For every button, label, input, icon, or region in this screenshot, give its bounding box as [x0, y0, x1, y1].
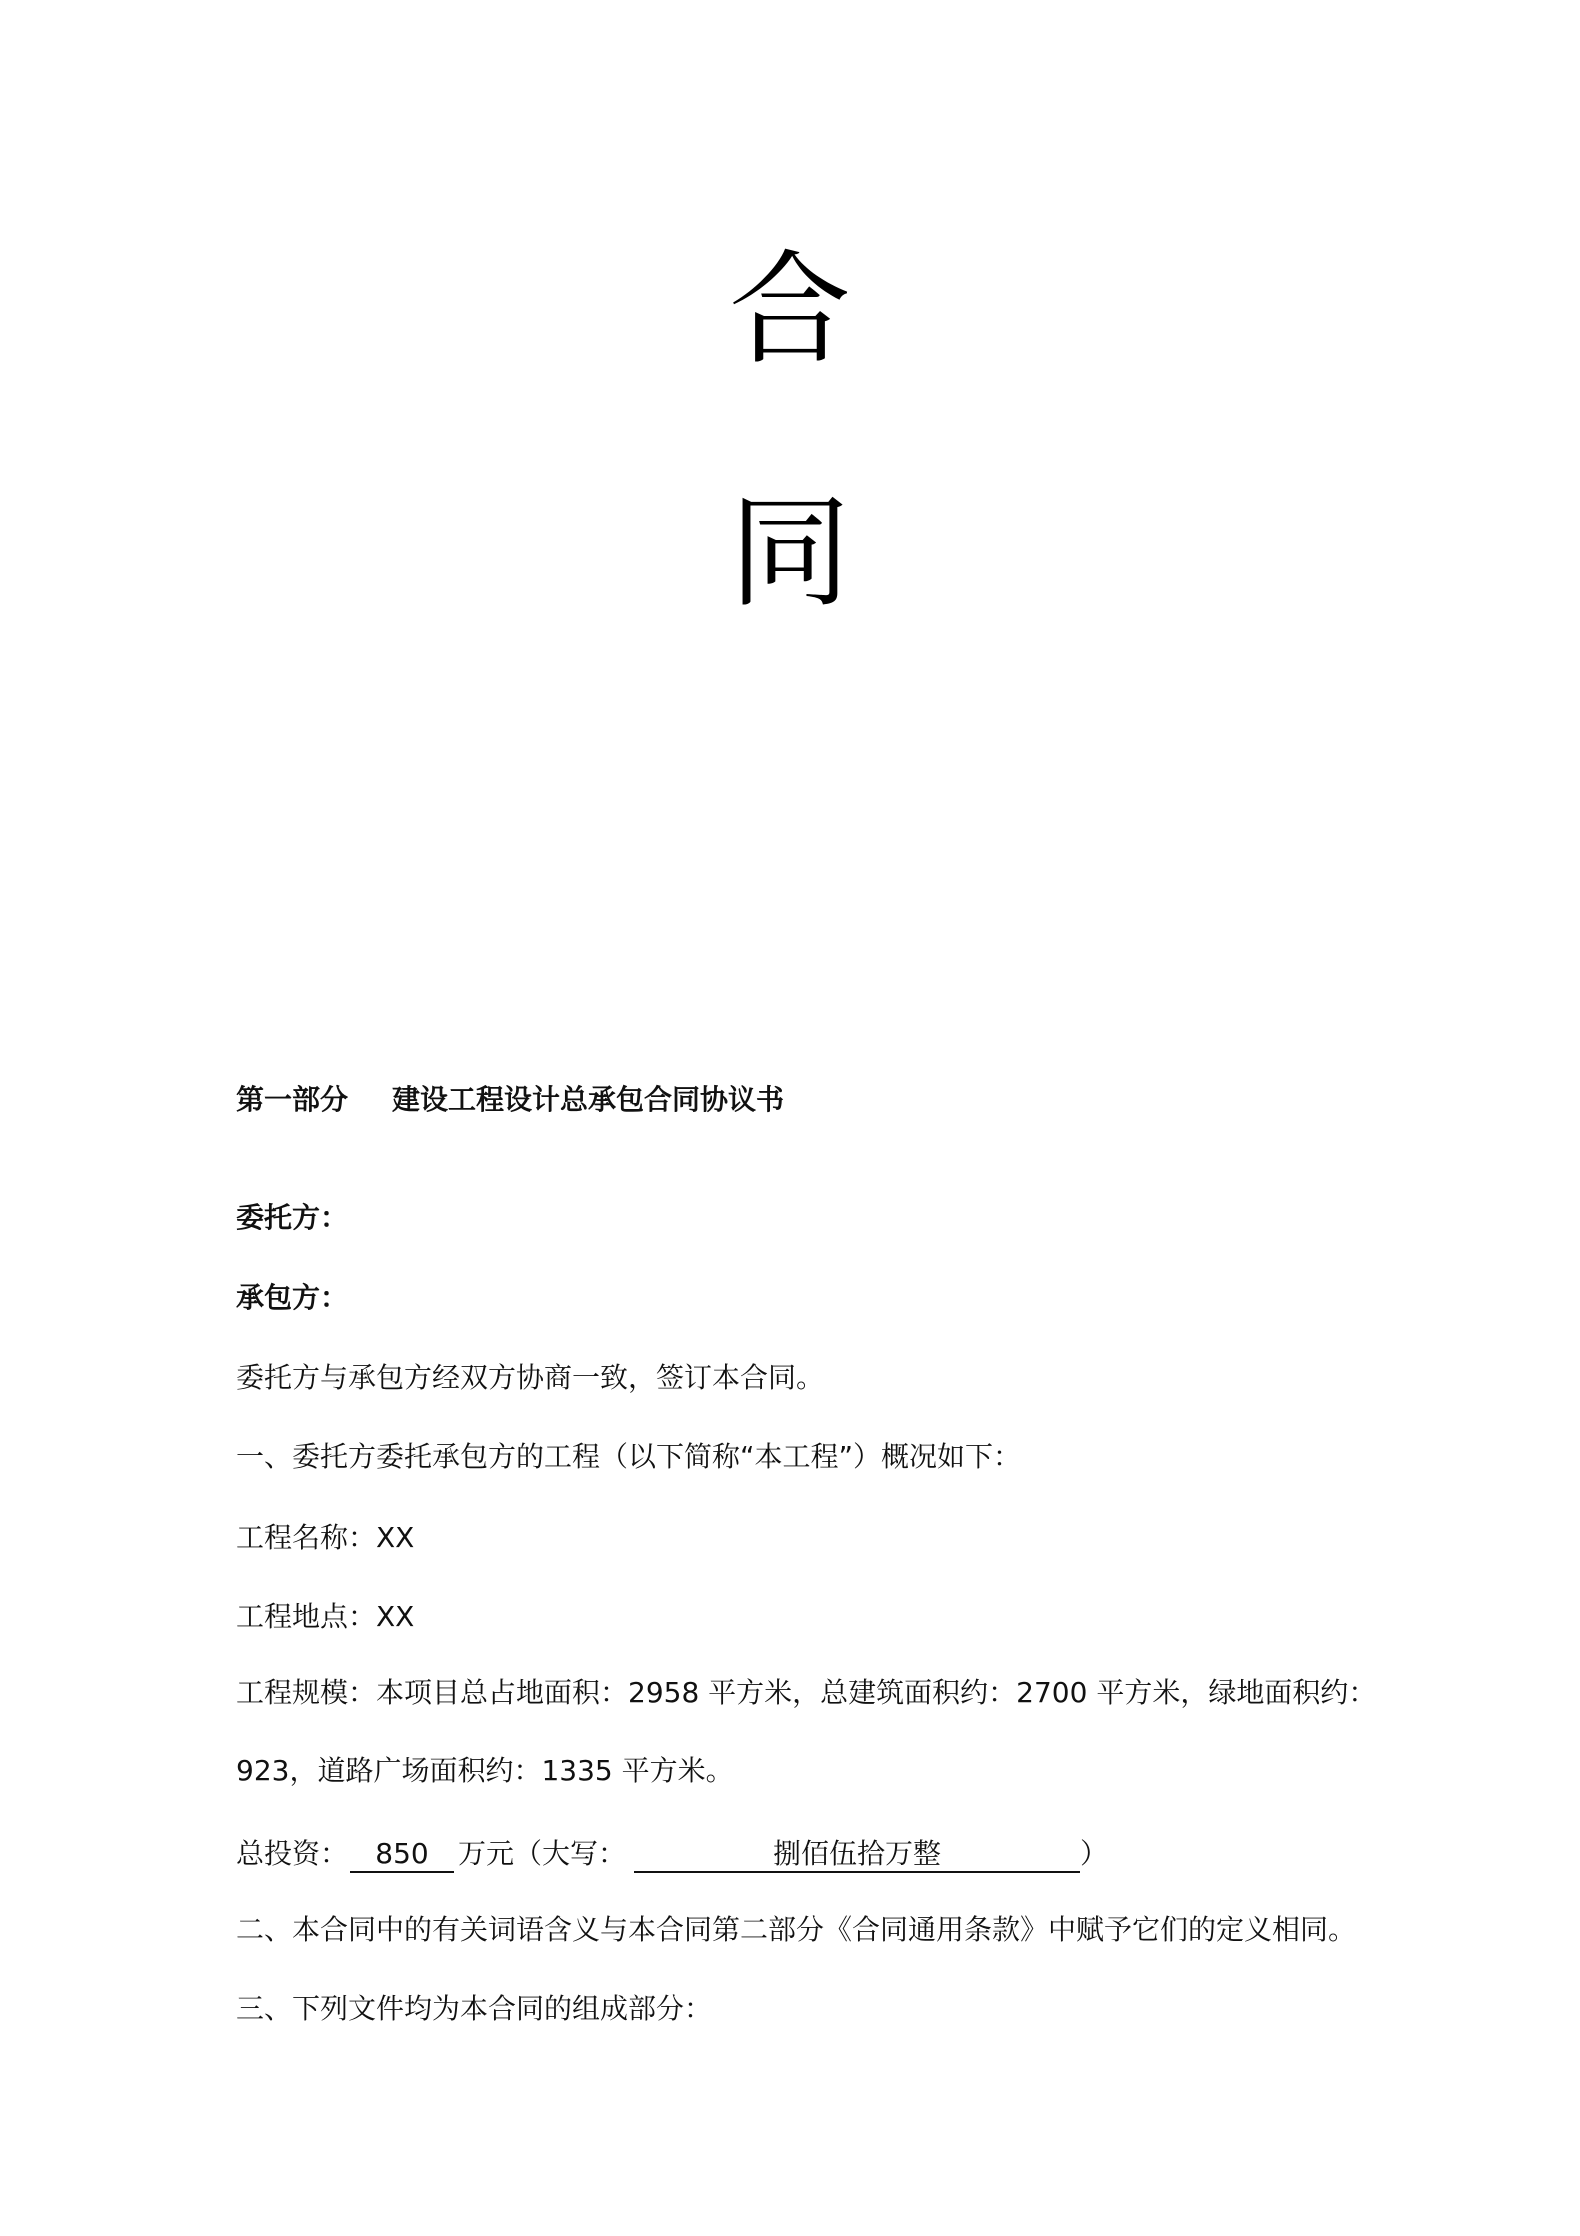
agreement-statement: 委托方与承包方经双方协商一致，签订本合同。	[236, 1361, 825, 1394]
clause-2: 二、本合同中的有关词语含义与本合同第二部分《合同通用条款》中赋予它们的定义相同。	[236, 1913, 1357, 1946]
project-location: 工程地点：XX	[236, 1600, 415, 1633]
clause-1: 一、委托方委托承包方的工程（以下简称“本工程”）概况如下：	[236, 1440, 1022, 1473]
client-label: 委托方：	[236, 1201, 349, 1234]
title-char-he: 合	[729, 239, 851, 381]
total-investment	[236, 1834, 1108, 1874]
project-scale-line-1: 工程规模：本项目总占地面积：2958 平方米，总建筑面积约：2700 平方米，绿地面积约：	[236, 1676, 1377, 1709]
investment-label: 总投资：	[236, 1837, 349, 1870]
project-scale-line-2: 923，道路广场面积约：1335 平方米。	[236, 1754, 734, 1787]
section-heading	[236, 1080, 784, 1120]
title-char-tong: 同	[729, 482, 851, 624]
clause-3: 三、下列文件均为本合同的组成部分：	[236, 1992, 713, 2025]
project-name: 工程名称：XX	[236, 1521, 415, 1554]
investment-amount-field: 850	[350, 1837, 454, 1873]
investment-unit: 万元（大写：	[458, 1837, 627, 1870]
investment-amount-words-field: 捌佰伍拾万整	[634, 1837, 1080, 1873]
section-title: 建设工程设计总承包合同协议书	[392, 1083, 785, 1116]
contractor-label: 承包方：	[236, 1281, 349, 1314]
investment-close-paren: ）	[1080, 1837, 1109, 1870]
section-part-label: 第一部分	[236, 1083, 349, 1116]
